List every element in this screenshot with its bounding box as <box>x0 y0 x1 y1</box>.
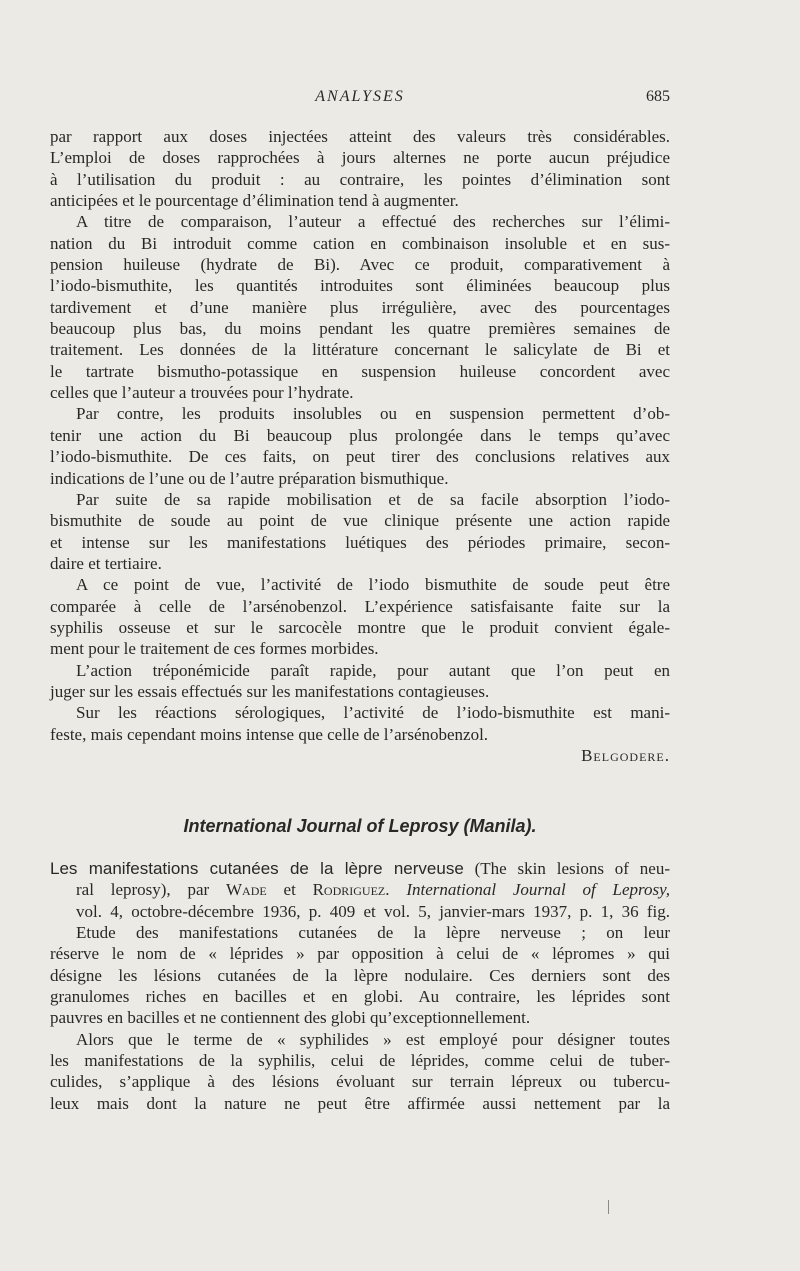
reference-text: . <box>385 880 407 900</box>
text-line: pauvres en bacilles et ne contiennent des globi qu’exceptionnellement. <box>50 1008 531 1028</box>
text-line: Par contre, les produits insolubles ou en suspension permettent d’ob- <box>76 404 670 424</box>
author-name: Wade <box>226 880 267 900</box>
text-line: l’iodo-bismuthite, les quantités introduites sont éliminées beaucoup plus <box>50 276 670 296</box>
text-line: A titre de comparaison, l’auteur a effectué des recherches sur l’élimi- <box>76 212 670 232</box>
text-line: juger sur les essais effectués sur les manifestations contagieuses. <box>50 681 490 701</box>
text-line: désigne les lésions cutanées de la lèpre nodulaire. Ces derniers sont des <box>50 965 670 985</box>
reference-text: et <box>266 880 313 900</box>
text-line: Alors que le terme de « syphilides » est employé pour désigner toutes <box>76 1029 670 1049</box>
journal-heading: International Journal of Leprosy (Manila). <box>183 816 537 836</box>
text-line: Sur les réactions sérologiques, l’activité de l’iodo-bismuthite est mani- <box>76 703 670 723</box>
author-name: Rodriguez <box>312 880 386 900</box>
text-line: à l’utilisation du produit : au contraire, les pointes d’élimination sont <box>50 169 670 189</box>
running-title: ANALYSES <box>315 88 405 105</box>
article-review <box>50 858 670 1114</box>
text-line: nation du Bi introduit comme cation en combinaison insoluble et en sus- <box>50 233 670 253</box>
text-line: bismuthite de soude au point de vue clinique présente une action rapide <box>50 511 670 531</box>
running-header <box>50 88 670 116</box>
article-title: Les manifestations cutanées de la lèpre nerveuse <box>50 859 464 878</box>
text-line: indications de l’une ou de l’autre préparation bismuthique. <box>50 468 449 488</box>
text-line: L’emploi de doses rapprochées à jours alternes ne porte aucun préjudice <box>50 148 670 168</box>
text-line: anticipées et le pourcentage d’élimination tend à augmenter. <box>50 191 459 211</box>
text-line: l’iodo-bismuthite. De ces faits, on peut tirer des conclusions relatives aux <box>50 447 670 467</box>
text-line: culides, s’applique à des lésions évoluant sur terrain lépreux ou tubercu- <box>50 1072 670 1092</box>
text-line: Etude des manifestations cutanées de la lèpre nerveuse ; on leur <box>76 923 670 943</box>
text-line: daire et tertiaire. <box>50 553 162 573</box>
journal-reference: International Journal of Leprosy, <box>406 880 671 900</box>
text-line: pension huileuse (hydrate de Bi). Avec ce produit, comparativement à <box>50 255 670 275</box>
text-line: ment pour le traitement de ces formes morbides. <box>50 639 379 659</box>
text-line: syphilis osseuse et sur le sarcocèle montre que le produit convient égale- <box>50 617 670 637</box>
reference-text: ral leprosy), par <box>76 880 226 900</box>
text-line: leux mais dont la nature ne peut être affirmée aussi nettement par la <box>50 1093 670 1113</box>
text-line: et intense sur les manifestations luétiques des périodes primaire, secon- <box>50 532 670 552</box>
text-line: celles que l’auteur a trouvées pour l’hydrate. <box>50 383 354 403</box>
text-line: A ce point de vue, l’activité de l’iodo bismuthite de soude peut être <box>76 575 670 595</box>
text-line: les manifestations de la syphilis, celui de léprides, comme celui de tuber- <box>50 1051 670 1071</box>
text-line: comparée à celle de l’arsénobenzol. L’expérience satisfaisante faite sur la <box>50 596 670 616</box>
text-line: réserve le nom de « léprides » par opposition à celui de « lépromes » qui <box>50 944 670 964</box>
text-line: tenir une action du Bi beaucoup plus prolongée dans le temps qu’avec <box>50 425 670 445</box>
text-line: le tartrate bismutho-potassique en suspension huileuse concordent avec <box>50 361 670 381</box>
article-reference-line-2 <box>50 879 670 900</box>
text-line: Par suite de sa rapide mobilisation et de sa facile absorption l’iodo- <box>76 489 670 509</box>
text-line: granulomes riches en bacilles et en globi. Au contraire, les léprides sont <box>50 987 670 1007</box>
text-line: L’action tréponémicide paraît rapide, pour autant que l’on peut en <box>76 660 670 680</box>
author-signature: Belgodere. <box>581 745 670 765</box>
text-line: beaucoup plus bas, du moins pendant les quatre premières semaines de <box>50 319 670 339</box>
paper-mark <box>608 1200 609 1214</box>
text-line: par rapport aux doses injectées atteint des valeurs très considérables. <box>50 127 670 146</box>
article-reference-line-1 <box>50 858 670 879</box>
text-line: tardivement et d’une manière plus irrégulière, avec des pourcentages <box>50 297 670 317</box>
text-line: traitement. Les données de la littérature concernant le salicylate de Bi et <box>50 340 670 360</box>
analysis-continued-text <box>50 126 670 766</box>
page-number: 685 <box>646 88 670 105</box>
article-reference-line-3: vol. 4, octobre-décembre 1936, p. 409 et vol. 5, janvier-mars 1937, p. 1, 36 fig. <box>76 901 670 921</box>
article-title-translation: (The skin lesions of neu- <box>463 859 670 878</box>
text-line: feste, mais cependant moins intense que celle de l’arsénobenzol. <box>50 724 489 744</box>
